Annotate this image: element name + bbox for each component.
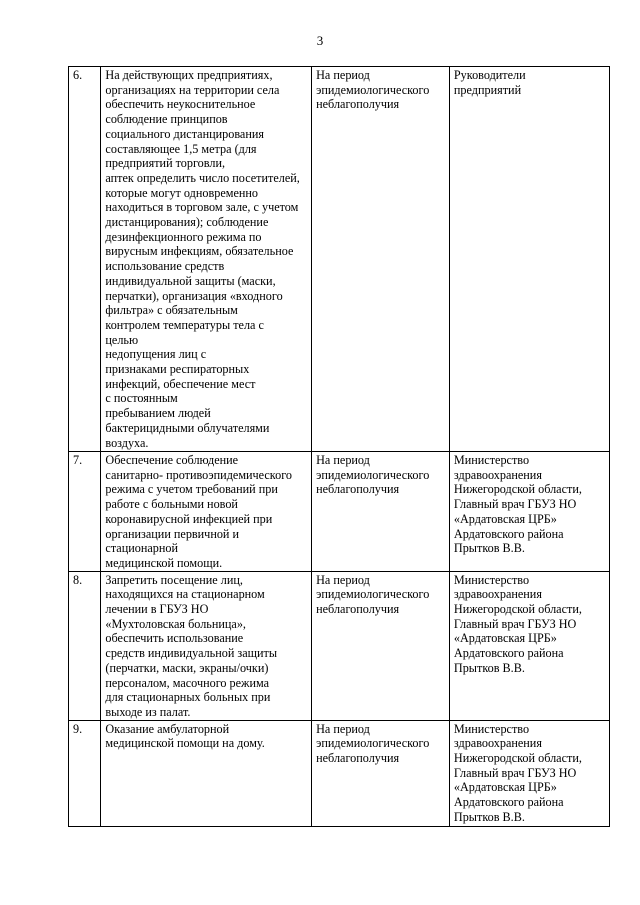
measure-description-line: работе с больными новой [105,497,238,512]
measure-description-line: «Мухтоловская больница», [105,616,246,631]
measure-description-line: аптек определить число посетителей, [105,170,300,185]
measure-description-line: На действующих предприятиях, [105,68,273,82]
period-line: неблагополучия [316,751,400,766]
responsible-line: «Ардатовская ЦРБ» [453,631,557,646]
measure-description-line: коронавирусной инфекцией при [105,511,273,526]
responsible-line: Главный врач ГБУЗ НО [453,616,577,631]
period-cell [312,452,450,572]
responsible-cell [449,720,609,826]
period-line: На период [316,572,370,587]
responsible-line: «Ардатовская ЦРБ» [453,780,557,795]
table-row [69,720,610,826]
row-number-cell [69,67,101,452]
measure-description-line: с постоянным [105,391,178,406]
measure-description-line: Оказание амбулаторной [105,721,230,736]
period-cell [312,67,450,452]
measure-description-line: инфекций, обеспечение мест [105,376,256,391]
measure-description-line: дистанцирования); соблюдение [105,215,269,230]
responsible-line: Руководители [453,68,526,82]
measure-description-cell [101,720,312,826]
measure-description-cell [101,571,312,720]
responsible-line: Министерство [453,453,530,467]
period-line: неблагополучия [316,482,400,497]
measure-description-line: стационарной [105,541,179,556]
measure-description-line: персоналом, масочного режима [105,675,270,690]
measure-description-line: социального дистанцирования [105,126,264,141]
period-line: эпидемиологического [316,736,430,751]
table-row [69,67,610,452]
row-number-cell [69,452,101,572]
table-row [69,452,610,572]
responsible-line: Ардатовского района [453,795,564,810]
measure-description-line: предприятий торговли, [105,156,226,171]
responsible-line: здравоохранения [453,587,542,602]
row-number: 6. [73,68,83,82]
measure-description-line: выходе из палат. [105,704,191,719]
measure-description-line: медицинской помощи на дому. [105,736,265,751]
measure-description-line: режима с учетом требований при [105,482,278,497]
measure-description-line: находиться в торговом зале, с учетом [105,200,299,215]
measure-description-line: соблюдение принципов [105,112,228,127]
measure-description-line: лечении в ГБУЗ НО [105,602,209,617]
measure-description-line: для стационарных больных при [105,690,271,705]
row-number-cell [69,571,101,720]
measure-description-line: недопущения лиц с [105,347,207,362]
measure-description-line: Обеспечение соблюдение [105,453,239,467]
row-number: 9. [73,721,83,736]
measure-description-line: находящихся на стационарном [105,587,265,602]
measure-description-line: использование средств [105,259,225,274]
measure-description-line: контролем температуры тела с [105,317,264,332]
measure-description-line: признаками респираторных [105,362,250,377]
responsible-line: Нижегородской области, [453,602,582,617]
responsible-cell [449,452,609,572]
period-line: эпидемиологического [316,82,430,97]
responsible-cell [449,571,609,720]
measure-description-line: (перчатки, маски, экраны/очки) [105,660,269,675]
responsible-line: Министерство [453,572,530,587]
measure-description-line: средств индивидуальной защиты [105,646,278,661]
measure-description-line: медицинской помощи. [105,555,223,570]
responsible-line: предприятий [453,82,522,97]
period-line: неблагополучия [316,602,400,617]
responsible-line: «Ардатовская ЦРБ» [453,511,557,526]
period-line: эпидемиологического [316,467,430,482]
period-line: неблагополучия [316,97,400,112]
responsible-line: Прытков В.В. [453,809,525,824]
responsible-cell [449,67,609,452]
measure-description-line: организации первичной и [105,526,240,541]
measure-description-line: перчатки), организация «входного [105,288,283,303]
period-cell [312,720,450,826]
table-row [69,571,610,720]
measure-description-line: санитарно- противоэпидемического [105,467,292,482]
measure-description-line: пребыванием людей [105,406,211,421]
responsible-line: Министерство [453,721,530,736]
responsible-line: Ардатовского района [453,646,564,661]
measure-description-line: фильтра» с обязательным [105,303,238,318]
period-line: На период [316,68,370,82]
measure-description-line: составляющее 1,5 метра (для [105,141,257,156]
row-number: 8. [73,572,83,587]
measure-description-line: бактерицидными облучателями [105,420,270,435]
responsible-line: Главный врач ГБУЗ НО [453,497,577,512]
responsible-line: здравоохранения [453,467,542,482]
page-number: 3 [316,33,324,48]
measures-table [68,66,610,827]
responsible-line: Нижегородской области, [453,482,582,497]
responsible-line: Нижегородской области, [453,751,582,766]
measure-description-line: вирусным инфекциям, обязательное [105,244,294,259]
measure-description-line: воздуха. [105,435,149,450]
responsible-line: Прытков В.В. [453,541,525,556]
measure-description-line: обеспечить использование [105,631,244,646]
measure-description-line: целью [105,332,139,347]
period-line: эпидемиологического [316,587,430,602]
responsible-line: Ардатовского района [453,526,564,541]
measure-description-line: обеспечить неукоснительное [105,97,256,112]
measure-description-line: индивидуальной защиты (маски, [105,273,276,288]
row-number: 7. [73,453,83,467]
period-line: На период [316,453,370,467]
responsible-line: здравоохранения [453,736,542,751]
measure-description-line: Запретить посещение лиц, [105,572,243,587]
measure-description-cell [101,452,312,572]
measure-description-cell [101,67,312,452]
measure-description-line: организациях на территории села [105,82,280,97]
responsible-line: Прытков В.В. [453,660,525,675]
measure-description-line: которые могут одновременно [105,185,258,200]
period-cell [312,571,450,720]
row-number-cell [69,720,101,826]
responsible-line: Главный врач ГБУЗ НО [453,765,577,780]
period-line: На период [316,721,370,736]
measure-description-line: дезинфекционного режима по [105,229,262,244]
